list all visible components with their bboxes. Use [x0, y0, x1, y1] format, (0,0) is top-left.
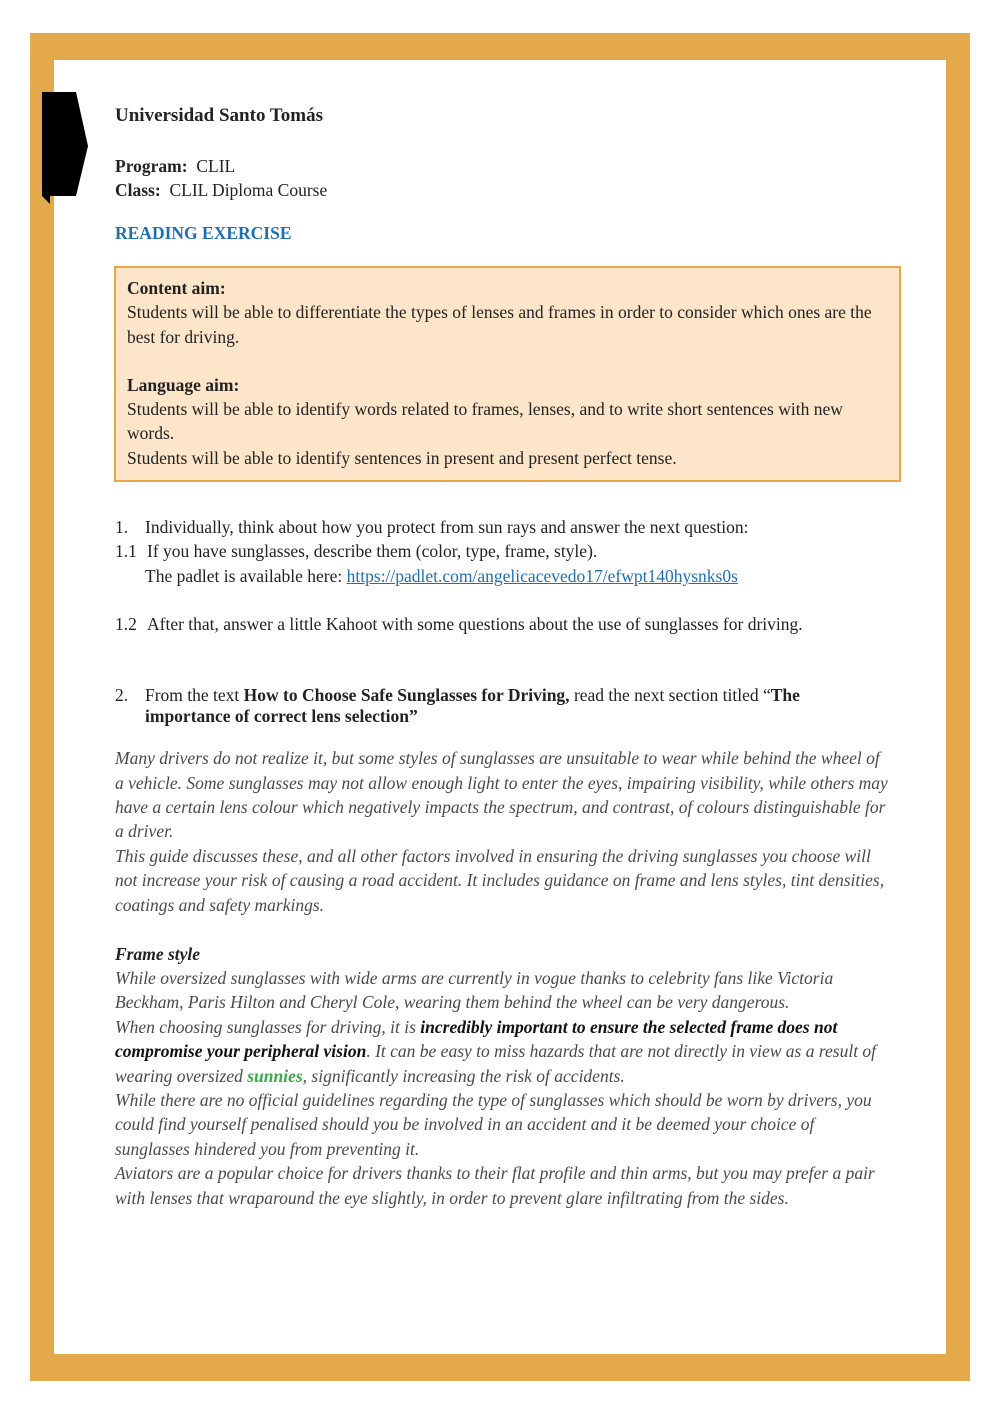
reading-paragraph-5: While there are no official guidelines regarding the type of sunglasses which should be worn by drivers, you could find yourself penalised should you be involved in an accident and it be deemed your choice of sunglasses hindered you from preventing it. [115, 1089, 872, 1159]
question-1-text: Individually, think about how you protect from sun rays and answer the next question: [145, 517, 749, 538]
question-1-number: 1. [115, 517, 129, 538]
p4-end: , significantly increasing the risk of accidents. [302, 1065, 625, 1086]
reading-paragraph-2: This guide discusses these, and all other factors involved in ensuring the driving sunglasses you choose will not increase your risk of causing a road accident. It includes guidance on frame and lens styles, tint densities, coatings and safety markings. [115, 845, 885, 915]
language-aim-text-1: Students will be able to identify words related to frames, lenses, and to write short sentences with new words. [127, 399, 843, 444]
padlet-prefix: The padlet is available here: [145, 565, 347, 586]
class-value: CLIL Diploma Course [169, 180, 328, 200]
question-2-text-title: How to Choose Safe Sunglasses for Driving, [243, 685, 570, 706]
frame-style-heading: Frame style [115, 943, 201, 964]
language-aim-label: Language aim: [127, 374, 240, 395]
question-2-body [145, 685, 880, 727]
question-1-1-number: 1.1 [115, 541, 137, 562]
university-name: Universidad Santo Tomás [115, 105, 324, 126]
language-aim-text-2: Students will be able to identify sentences in present and present perfect tense. [127, 447, 677, 468]
p4-mid: . It can be easy to miss hazards that are not directly in view as a result of wearing oversized [115, 1041, 877, 1086]
class-line [115, 178, 890, 202]
decorative-tab-shape [42, 92, 88, 204]
worksheet-content [115, 102, 890, 1210]
question-1-2 [115, 612, 890, 636]
question-1-2-text: After that, answer a little Kahoot with some questions about the use of sunglasses for driving. [147, 613, 803, 634]
program-line [115, 154, 890, 178]
padlet-link[interactable]: https://padlet.com/angelicacevedo17/efwpt140hysnks0s [346, 565, 738, 586]
content-aim-text: Students will be able to differentiate the types of lenses and frames in order to consider which ones are the best for driving. [127, 302, 872, 347]
question-1-1-text: If you have sunglasses, describe them (color, type, frame, style). [147, 541, 598, 562]
program-label: Program: [115, 156, 188, 176]
reading-paragraph-1: Many drivers do not realize it, but some styles of sunglasses are unsuitable to wear while behind the wheel of a vehicle. Some sunglasses may not allow enough light to enter the eyes, impairing visibility, while others may have a certain lens colour which negatively impacts the spectrum, and contrast, of colours distinguishable for a driver. [115, 748, 888, 842]
reading-paragraph-3: While oversized sunglasses with wide arms are currently in vogue thanks to celebrity fans like Victoria Beckham, Paris Hilton and Cheryl Cole, wearing them behind the wheel can be very dangerous. [115, 967, 834, 1013]
program-value: CLIL [196, 156, 236, 176]
question-1 [115, 515, 890, 539]
question-2-number: 2. [115, 685, 129, 706]
padlet-line [115, 564, 890, 588]
reading-paragraph-6: Aviators are a popular choice for drivers thanks to their flat profile and thin arms, but you may prefer a pair with lenses that wraparound the eye slightly, in order to prevent glare infiltrating from the sides. [115, 1163, 875, 1208]
section-title: READING EXERCISE [115, 223, 292, 243]
question-2-prefix: From the text [145, 685, 244, 706]
class-label: Class: [115, 180, 161, 200]
question-1-2-number: 1.2 [115, 613, 137, 634]
p4-bold: incredibly important to ensure the selected frame does not compromise your peripheral vision [115, 1016, 838, 1062]
question-2-section-title: The importance of correct lens selection” [145, 685, 800, 727]
question-2 [115, 685, 890, 727]
reading-paragraph-4 [115, 1015, 890, 1088]
content-aim-label: Content aim: [127, 278, 226, 298]
sunnies-highlight: sunnies [247, 1065, 303, 1086]
aims-box [114, 266, 901, 482]
reading-passage [115, 746, 890, 1210]
question-2-middle: read the next section titled “ [569, 685, 771, 706]
question-1-1 [115, 539, 890, 563]
p4-start: When choosing sunglasses for driving, it is [115, 1016, 421, 1037]
